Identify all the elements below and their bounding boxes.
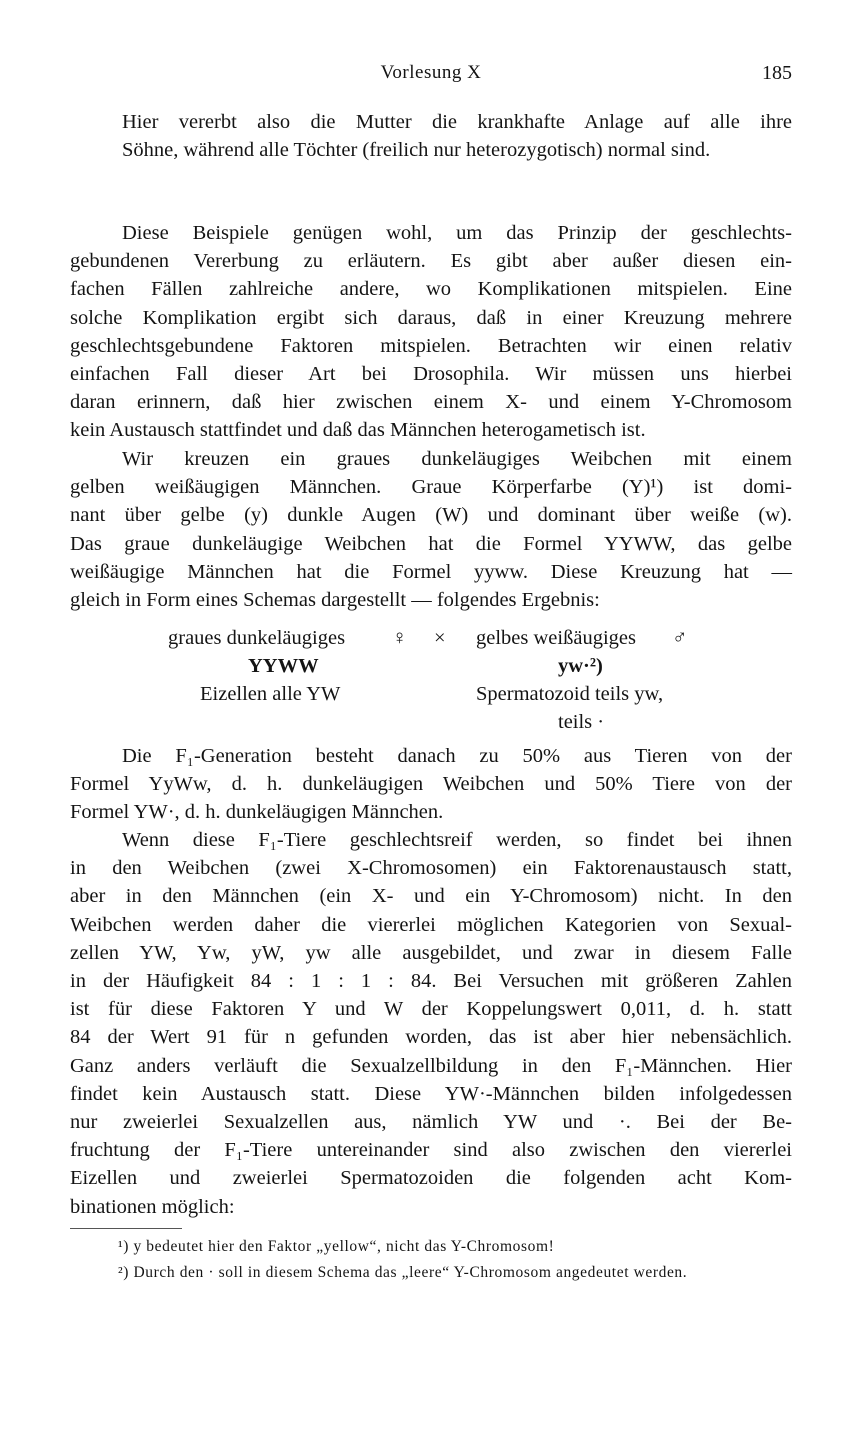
para5-line-12: fruchtung der F₁-Tiere untereinander sind also zwischen den viererlei (70, 1139, 792, 1162)
schema-male-formula: yw·²) (558, 655, 603, 677)
paragraph-5 (70, 826, 792, 1221)
footnote-separator (70, 1228, 182, 1229)
para5-line-4: Weibchen werden daher die viererlei möglichen Kategorien von Sexual- (70, 913, 792, 936)
para3-line-3: nant über gelbe (y) dunkle Augen (W) und dominant über weiße (w). (70, 504, 792, 527)
schema-male-gametes-2: teils · (558, 711, 605, 733)
para2-line-8: kein Austausch stattfindet und daß das Männchen heterogametisch ist. (70, 419, 646, 442)
para4-line-3: Formel YW·, d. h. dunkeläugigen Männchen. (70, 801, 444, 824)
cross-symbol: × (434, 627, 446, 649)
para4-line-2: Formel YyWw, d. h. dunkeläugigen Weibchen und 50% Tiere von der (70, 773, 792, 796)
schema-female-label: graues dunkeläugiges (168, 627, 346, 649)
para5-line-14: binationen möglich: (70, 1195, 235, 1218)
para2-line-4: solche Komplikation ergibt sich daraus, daß in einer Kreuzung mehrere (70, 306, 792, 329)
para3-line-4: Das graue dunkeläugige Weibchen hat die Formel YYWW, das gelbe (70, 532, 792, 555)
schema-male-label: gelbes weißäugiges (476, 627, 636, 649)
para2-line-2: gebundenen Vererbung zu erläutern. Es gibt aber außer diesen ein- (70, 250, 792, 273)
para5-line-9: Ganz anders verläuft die Sexualzellbildung in den F₁-Männchen. Hier (70, 1054, 792, 1077)
male-symbol-icon: ♂ (672, 627, 688, 649)
para5-line-5: zellen YW, Yw, yW, yw alle ausgebildet, und zwar in diesem Falle (70, 941, 792, 964)
para5-line-6: in der Häufigkeit 84 : 1 : 1 : 84. Bei Versuchen mit größeren Zahlen (70, 970, 792, 993)
para3-line-6: gleich in Form eines Schemas dargestellt — folgendes Ergebnis: (70, 589, 600, 612)
para5-line-13: Eizellen und zweierlei Spermatozoiden die folgenden acht Kom- (70, 1167, 792, 1190)
para3-line-1: Wir kreuzen ein graues dunkeläugiges Weibchen mit einem (122, 448, 792, 470)
para2-line-5: geschlechtsgebundene Faktoren mitspielen. Betrachten wir einen relativ (70, 334, 792, 357)
para5-line-7: ist für diese Faktoren Y und W der Koppelungswert 0,011, d. h. statt (70, 998, 792, 1021)
para4-line-1: Die F₁-Generation besteht danach zu 50% aus Tieren von der (122, 745, 792, 767)
para3-line-2: gelben weißäugigen Männchen. Graue Körperfarbe (Y)¹) ist domi- (70, 476, 792, 499)
paragraph-2 (70, 219, 792, 445)
footnote-1: ¹) y bedeutet hier den Faktor „yellow“, nicht das Y-Chromosom! (118, 1238, 555, 1255)
paragraph-1 (70, 108, 792, 164)
schema-female-formula: YYWW (248, 655, 319, 677)
para2-line-1: Diese Beispiele genügen wohl, um das Prinzip der geschlechts- (122, 222, 792, 244)
schema-female-gametes: Eizellen alle YW (200, 683, 341, 705)
para5-line-2: in den Weibchen (zwei X-Chromosomen) ein Faktorenaustausch statt, (70, 857, 792, 880)
para5-line-10: findet kein Austausch statt. Diese YW·-Männchen bilden infolgedessen (70, 1082, 792, 1105)
paragraph-3 (70, 445, 792, 614)
para3-line-5: weißäugige Männchen hat die Formel yyww. Diese Kreuzung hat — (70, 560, 792, 583)
crossing-schema (0, 624, 850, 734)
paragraph-4 (70, 742, 792, 827)
para2-line-7: daran erinnern, daß hier zwischen einem X- und einem Y-Chromosom (70, 391, 792, 414)
para1-line-2: Söhne, während alle Töchter (freilich nur heterozygotisch) normal sind. (122, 139, 711, 162)
running-title: Vorlesung X (380, 62, 482, 83)
para5-line-1: Wenn diese F₁-Tiere geschlechtsreif werden, so findet bei ihnen (122, 829, 792, 851)
para2-line-3: fachen Fällen zahlreiche andere, wo Komplikationen mitspielen. Eine (70, 278, 792, 301)
running-header (70, 62, 792, 88)
schema-male-gametes-1: Spermatozoid teils yw, (476, 683, 664, 705)
footnote-2: ²) Durch den · soll in diesem Schema das „leere“ Y-Chromosom angedeutet werden. (118, 1264, 688, 1281)
para2-line-6: einfachen Fall dieser Art bei Drosophila. Wir müssen uns hierbei (70, 363, 792, 386)
para5-line-11: nur zweierlei Sexualzellen aus, nämlich YW und ·. Bei der Be- (70, 1111, 792, 1134)
female-symbol-icon: ♀ (392, 627, 408, 649)
para1-line-1: Hier vererbt also die Mutter die krankhafte Anlage auf alle ihre (122, 111, 792, 133)
para5-line-3: aber in den Männchen (ein X- und ein Y-Chromosom) nicht. In den (70, 885, 792, 908)
para5-line-8: 84 der Wert 91 für n gefunden worden, das ist aber hier nebensächlich. (70, 1026, 792, 1049)
page-number: 185 (762, 62, 792, 84)
